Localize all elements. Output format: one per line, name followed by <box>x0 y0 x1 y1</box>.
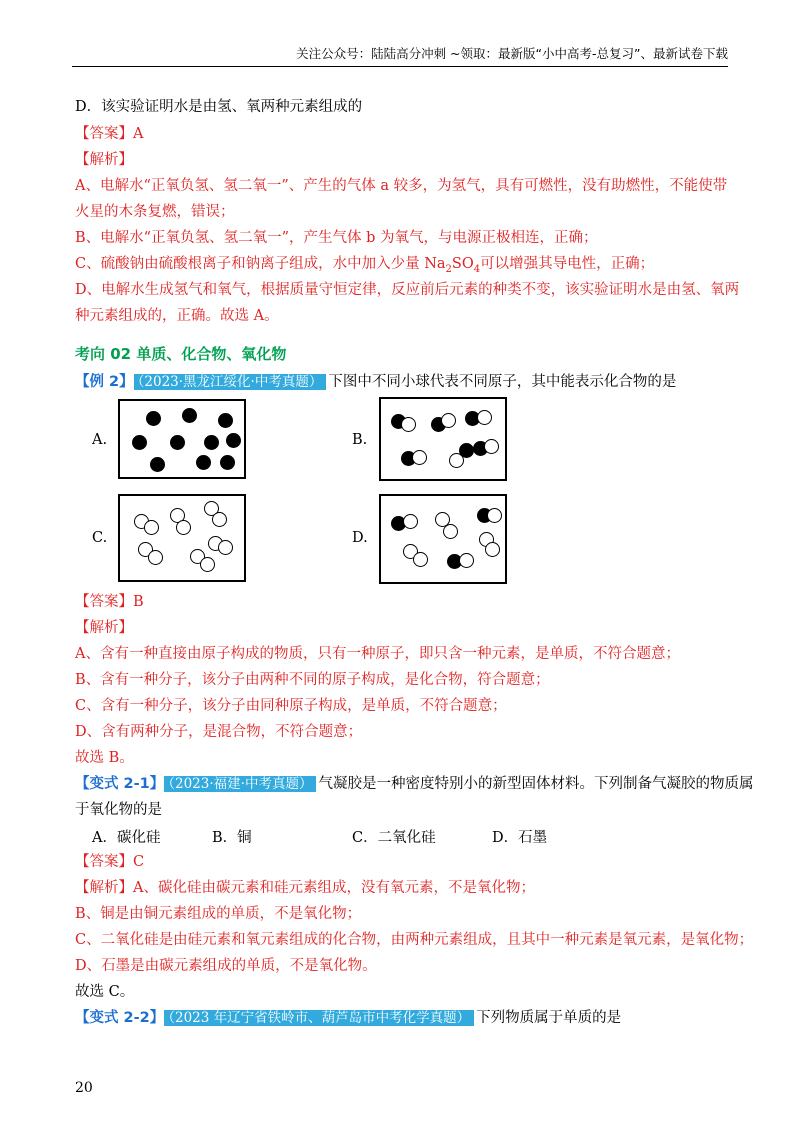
q1-answer: 【答案】A <box>75 126 144 142</box>
page-number: 20 <box>75 1080 93 1096</box>
var21-answer: 【答案】C <box>75 854 145 870</box>
var22-question <box>75 1008 621 1028</box>
var21-question-line2: 于氧化物的是 <box>75 802 162 818</box>
var21-question-text: 气凝胶是一种密度特别小的新型固体材料。下列制备气凝胶的物质属 <box>318 776 754 792</box>
white-atom <box>218 540 233 555</box>
q1-analysis-b: B、电解水“正氧负氢、氢二氧一”，产生气体 b 为氧气，与电源正极相连，正确； <box>75 230 598 246</box>
ex2-answer: 【答案】B <box>75 594 144 610</box>
white-atom <box>148 550 163 565</box>
var21-tag: 【变式 2-1】 <box>75 776 165 792</box>
white-atom <box>176 520 191 535</box>
black-atom <box>226 433 241 448</box>
white-atom <box>484 439 499 454</box>
black-atom <box>220 455 235 470</box>
q1-analysis-d-1: D、电解水生成氢气和氧气，根据质量守恒定律，反应前后元素的种类不变，该实验证明水是由氢、氧两 <box>75 282 740 298</box>
diagram-a <box>118 399 246 479</box>
ex2-analysis-d: D、含有两种分子，是混合物，不符合题意； <box>75 724 363 740</box>
var21-option-b: B．铜 <box>212 830 252 846</box>
diagram-label-d: D. <box>352 530 368 546</box>
white-atom <box>477 410 492 425</box>
ex2-source: （2023·黑龙江绥化·中考真题） <box>134 374 327 390</box>
q1-analysis-c: C、硫酸钠由硫酸根离子和钠离子组成，水中加入少量 $Na_2SO_4$可以增强其导电性，正确； <box>75 256 655 275</box>
white-atom <box>443 524 458 539</box>
black-atom <box>182 408 197 423</box>
white-atom <box>485 542 500 557</box>
var21-option-c: C．二氧化硅 <box>352 830 436 846</box>
var22-source: （2023 年辽宁省铁岭市、葫芦岛市中考化学真题） <box>164 1010 474 1026</box>
white-atom <box>144 520 159 535</box>
var21-source: （2023·福建·中考真题） <box>164 776 316 792</box>
var21-option-d: D．石墨 <box>492 830 548 846</box>
ex2-analysis-label: 【解析】 <box>75 620 133 636</box>
white-atom <box>441 413 456 428</box>
page-header <box>0 0 800 70</box>
header-text: 关注公众号：陆陆高分冲刺 ~领取：最新版“小中高考-总复习”、最新试卷下载 <box>296 46 728 61</box>
white-atom <box>412 450 427 465</box>
white-atom <box>459 553 474 568</box>
white-atom <box>487 508 502 523</box>
ex2-question <box>75 372 676 392</box>
var21-analysis-b: B、铜是由铜元素组成的单质，不是氧化物； <box>75 906 362 922</box>
var21-option-a: A．碳化硅 <box>92 830 161 846</box>
black-atom <box>459 443 474 458</box>
var21-question <box>75 774 753 794</box>
ex2-analysis-c: C、含有一种分子，该分子由同种原子构成，是单质，不符合题意； <box>75 698 507 714</box>
diagram-d <box>379 494 507 584</box>
black-atom <box>170 435 185 450</box>
black-atom <box>196 455 211 470</box>
diagram-label-a: A. <box>92 432 108 448</box>
var21-analysis-a: 【解析】A、碳化硅由碳元素和硅元素组成，没有氧元素，不是氧化物； <box>75 880 535 896</box>
diagram-c <box>118 494 246 582</box>
black-atom <box>218 413 233 428</box>
q1-analysis-d-2: 种元素组成的，正确。故选 A。 <box>75 308 279 324</box>
diagram-label-b: B. <box>352 432 368 448</box>
ex2-conclusion: 故选 B。 <box>75 750 134 766</box>
q1-analysis-a-2: 火星的木条复燃，错误； <box>75 204 235 220</box>
black-atom <box>150 457 165 472</box>
white-atom <box>413 552 428 567</box>
ex2-tag: 【例 2】 <box>75 374 134 390</box>
black-atom <box>146 411 161 426</box>
white-atom <box>403 514 418 529</box>
section-title: 考向 02 单质、化合物、氧化物 <box>75 345 287 363</box>
diagram-label-c: C. <box>92 530 108 546</box>
header-divider <box>72 66 728 67</box>
black-atom <box>204 435 219 450</box>
q1-analysis-label: 【解析】 <box>75 152 133 168</box>
q1-option-d: D．该实验证明水是由氢、氧两种元素组成的 <box>75 99 363 115</box>
ex2-question-text: 下图中不同小球代表不同原子，其中能表示化合物的是 <box>328 374 677 390</box>
var21-analysis-d: D、石墨是由碳元素组成的单质，不是氧化物。 <box>75 958 377 974</box>
ex2-analysis-b: B、含有一种分子，该分子由两种不同的原子构成，是化合物，符合题意； <box>75 672 550 688</box>
black-atom <box>132 435 147 450</box>
ex2-analysis-a: A、含有一种直接由原子构成的物质，只有一种原子，即只含一种元素，是单质，不符合题意； <box>75 646 680 662</box>
var22-tag: 【变式 2-2】 <box>75 1010 165 1026</box>
var21-conclusion: 故选 C。 <box>75 984 135 1000</box>
var22-question-text: 下列物质属于单质的是 <box>476 1010 622 1026</box>
white-atom <box>401 417 416 432</box>
white-atom <box>212 512 227 527</box>
var21-analysis-c: C、二氧化硅是由硅元素和氧元素组成的化合物，由两种元素组成，且其中一种元素是氧元素，是氧化物； <box>75 932 754 948</box>
q1-analysis-a-1: A、电解水“正氧负氢、氢二氧一”、产生的气体 a 较多，为氢气，具有可燃性，没有助燃性，不能使带 <box>75 178 728 194</box>
white-atom <box>200 557 215 572</box>
diagram-b <box>379 397 507 481</box>
